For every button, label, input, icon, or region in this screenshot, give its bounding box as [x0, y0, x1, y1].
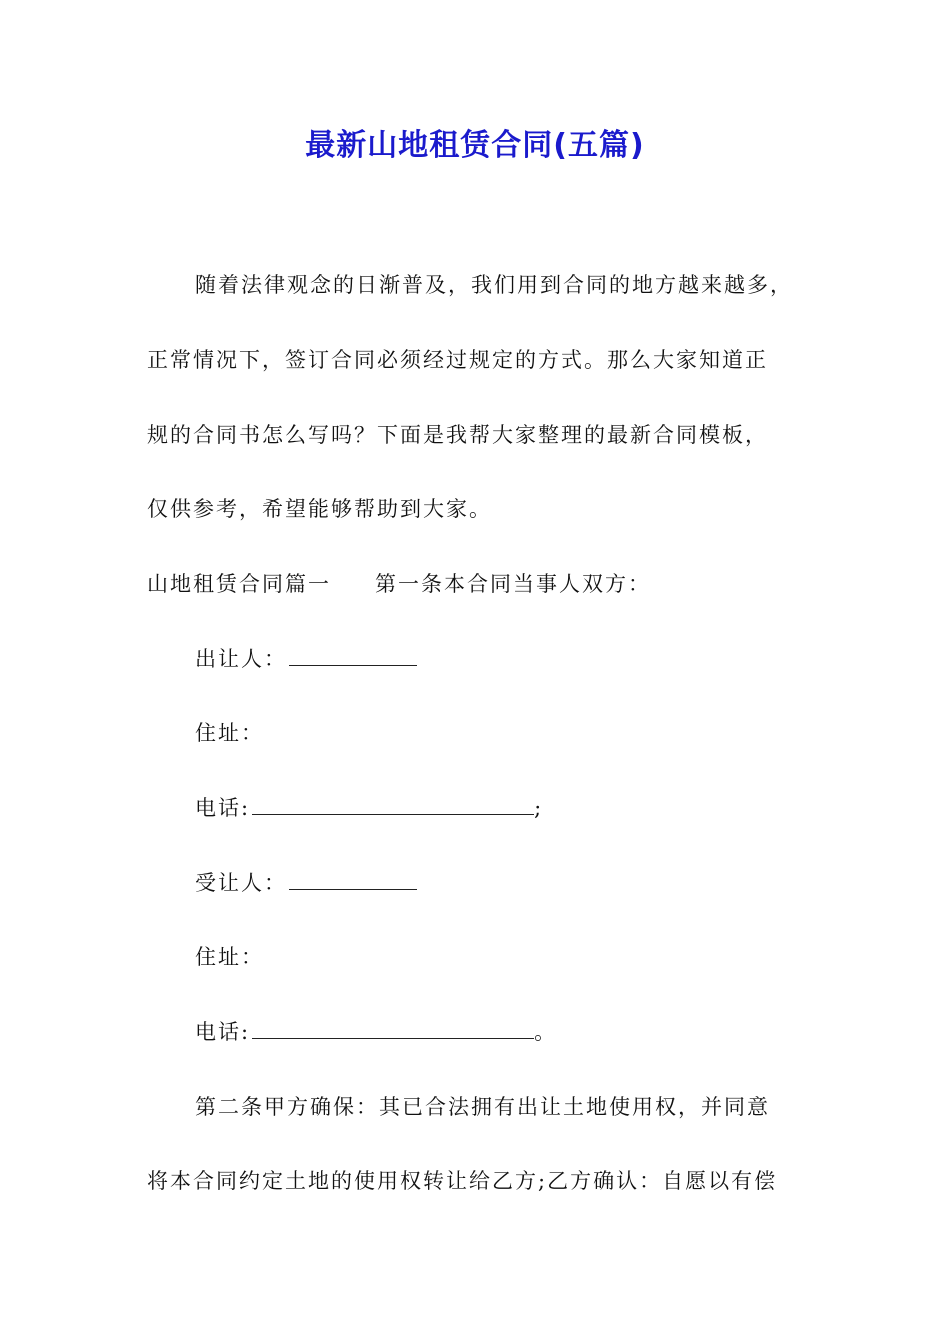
transferee-blank — [289, 871, 417, 890]
section-heading-row — [147, 569, 651, 599]
address-row-2 — [195, 942, 264, 972]
article-two-line-1: 第二条甲方确保：其已合法拥有出让土地使用权，并同意 — [195, 1095, 770, 1119]
address-row-1 — [195, 718, 264, 748]
transferor-row — [195, 644, 417, 674]
phone-blank-2 — [252, 1020, 534, 1039]
intro-line-2: 正常情况下，签订合同必须经过规定的方式。那么大家知道正 — [147, 348, 768, 372]
transferor-blank — [289, 647, 417, 666]
phone-end-1: ; — [534, 796, 544, 820]
intro-line-3: 规的合同书怎么写吗？下面是我帮大家整理的最新合同模板， — [147, 423, 768, 447]
address-label-2: 住址： — [195, 945, 264, 969]
phone-row-1 — [195, 793, 543, 823]
address-label-1: 住址： — [195, 721, 264, 745]
phone-label-1: 电话: — [195, 796, 251, 820]
document-title: 最新山地租赁合同(五篇) — [305, 128, 645, 163]
article-two-line-2: 将本合同约定土地的使用权转让给乙方;乙方确认：自愿以有偿 — [147, 1169, 778, 1193]
transferor-label: 出让人： — [195, 647, 287, 671]
phone-end-2: 。 — [534, 1020, 558, 1044]
phone-row-2 — [195, 1017, 557, 1047]
transferee-label: 受让人： — [195, 871, 287, 895]
transferee-row — [195, 868, 417, 898]
intro-line-1: 随着法律观念的日渐普及，我们用到合同的地方越来越多， — [195, 273, 793, 297]
phone-blank-1 — [252, 796, 534, 815]
intro-line-4: 仅供参考，希望能够帮助到大家。 — [147, 497, 492, 521]
section-heading: 山地租赁合同篇一 — [147, 572, 331, 596]
article-one-heading: 第一条本合同当事人双方： — [375, 572, 651, 596]
phone-label-2: 电话: — [195, 1020, 251, 1044]
